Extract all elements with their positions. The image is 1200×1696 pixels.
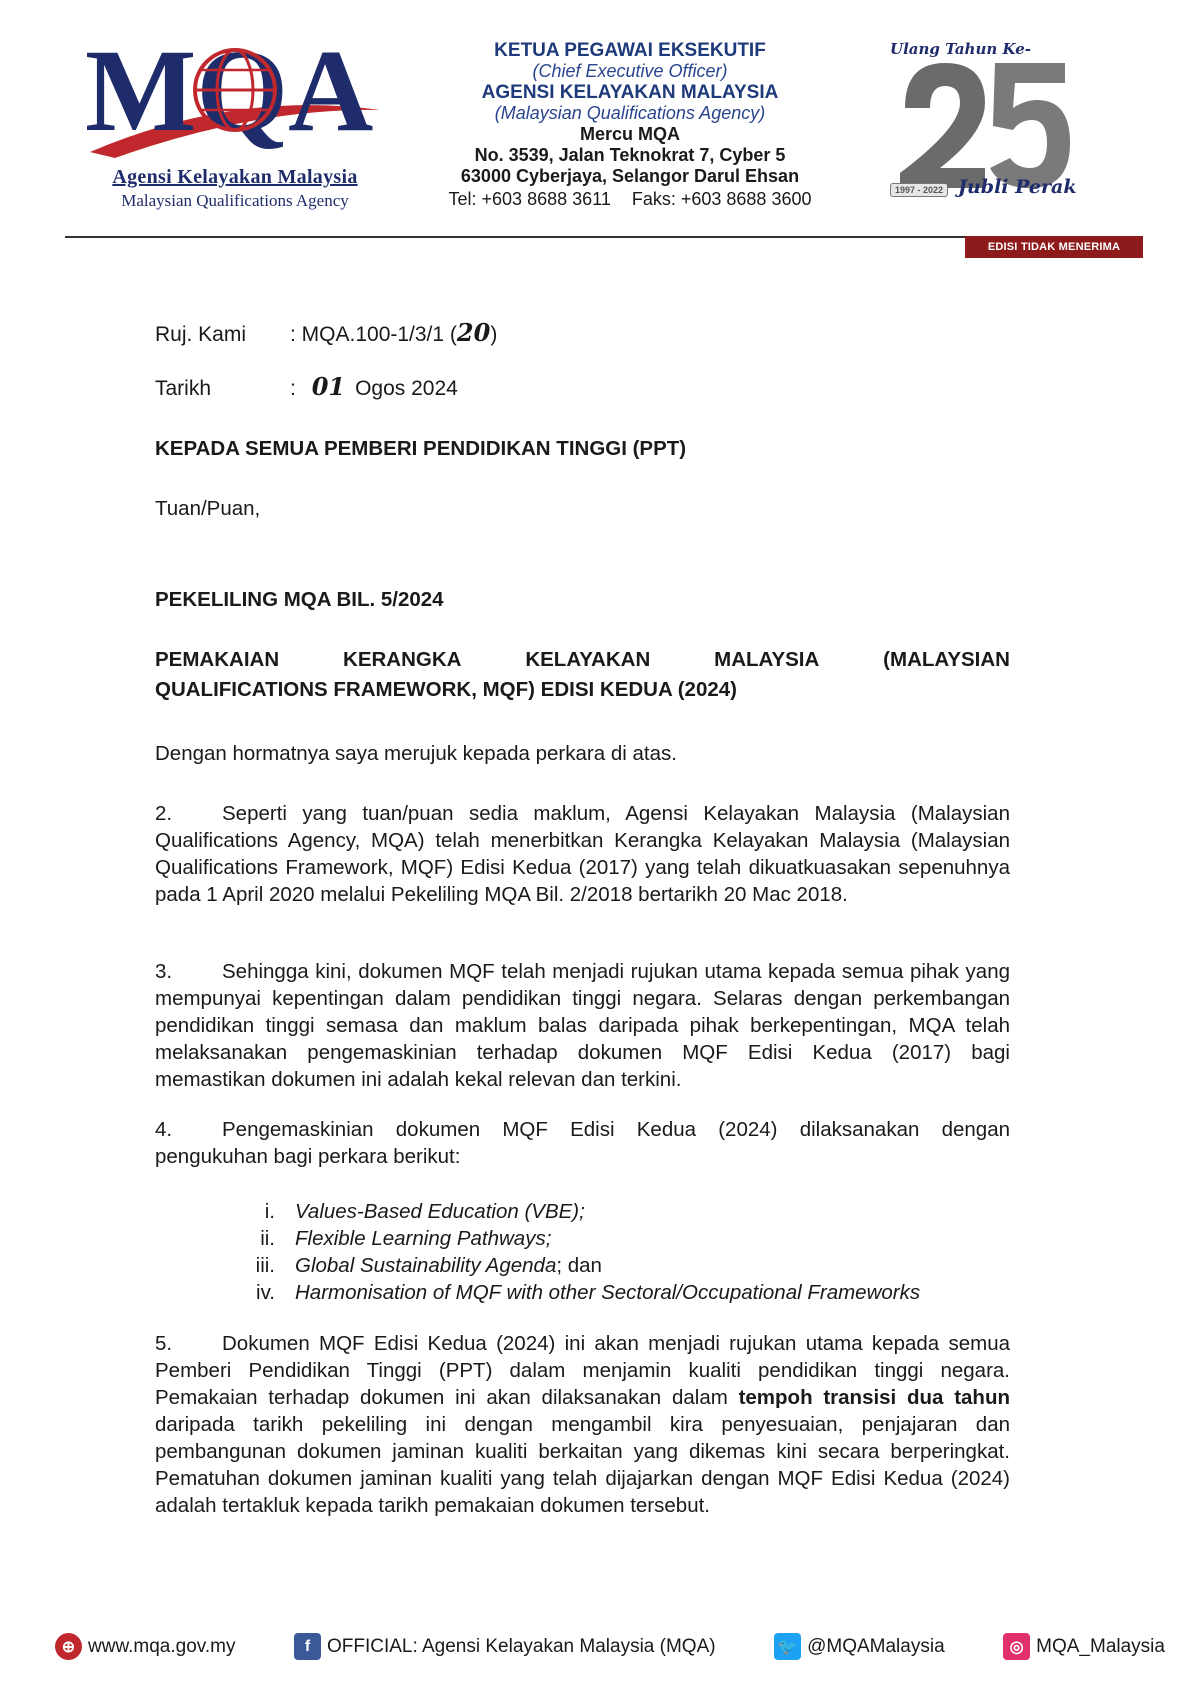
- paragraph-text: Sehingga kini, dokumen MQF telah menjadi rujukan utama kepada semua pihak yang mempunyai kepentingan dalam pendidikan tinggi negara. Selaras dengan perkembangan pendidikan tinggi semasa dan maklum balas daripada pihak berkepentingan, MQA telah melaksanakan pengemaskinian terhadap dokumen MQF Edisi Kedua (2017) bagi memastikan dokumen ini adalah kekal relevan dan terkini.: [155, 960, 1010, 1091]
- footer-facebook[interactable]: [294, 1633, 716, 1660]
- facebook-icon: f: [294, 1633, 321, 1660]
- date-value: Ogos 2024: [355, 377, 458, 400]
- list-item: [230, 1279, 920, 1306]
- list-number: i.: [264, 1200, 275, 1223]
- list-item: [230, 1198, 920, 1225]
- org-name-en: Malaysian Qualifications Agency: [121, 191, 349, 210]
- footer-twitter[interactable]: [774, 1633, 945, 1660]
- paragraph-2: [155, 800, 1010, 908]
- anniversary-jubli: Jubli Perak: [958, 176, 1077, 198]
- subject-word: KELAYAKAN: [525, 648, 651, 671]
- anniversary-caption: Ulang Tahun Ke-: [890, 40, 1031, 58]
- fax: Faks: +603 8688 3600: [631, 189, 812, 209]
- twitter-icon: 🐦: [774, 1633, 801, 1660]
- address-line-1: No. 3539, Jalan Teknokrat 7, Cyber 5: [474, 145, 786, 165]
- paragraph-number: 2.: [155, 802, 173, 825]
- date-handwritten-day: 01: [311, 372, 346, 401]
- paragraph-number: 5.: [155, 1332, 173, 1355]
- intro-paragraph: Dengan hormatnya saya merujuk kepada perkara di atas.: [155, 742, 677, 765]
- paragraph-3: [155, 958, 1010, 1093]
- org-name-ms: Agensi Kelayakan Malaysia: [112, 166, 358, 188]
- circular-number: PEKELILING MQA BIL. 5/2024: [155, 588, 444, 611]
- no-gift-tag: EDISI TIDAK MENERIMA HADIAH: [965, 236, 1143, 258]
- paragraph-text: Seperti yang tuan/puan sedia maklum, Agensi Kelayakan Malaysia (Malaysian Qualifications Agency, MQA) telah menerbitkan Kerangka Kelayakan Malaysia (Malaysian Qualifications Framework, MQF) Edisi Kedua (2017) yang telah dikuatkuasakan sepenuhnya pada 1 April 2020 melalui Pekeliling MQA Bil. 2/2018 bertarikh 20 Mac 2018.: [155, 802, 1010, 906]
- twitter-link[interactable]: @MQAMalaysia: [807, 1635, 945, 1657]
- paragraph-emphasis: tempoh transisi dua tahun: [738, 1386, 1011, 1409]
- list-item: [230, 1225, 920, 1252]
- improvement-list: [230, 1198, 920, 1306]
- paragraph-text: Dokumen MQF Edisi Kedua (2024) ini akan menjadi rujukan utama kepada semua Pemberi Pendidikan Tinggi (PPT) dalam menjamin kualiti pendidikan tinggi negara. Pemakaian terhadap dokumen ini akan dilaksanakan dalam: [155, 1332, 1010, 1409]
- reference-row: [155, 318, 497, 347]
- date-colon: :: [290, 377, 296, 400]
- subject-word: MALAYSIA: [714, 648, 820, 671]
- facebook-link[interactable]: OFFICIAL: Agensi Kelayakan Malaysia (MQA): [326, 1635, 716, 1657]
- reference-label: Ruj. Kami: [155, 323, 247, 346]
- instagram-icon: ◎: [1003, 1633, 1030, 1660]
- office-title: KETUA PEGAWAI EKSEKUTIF: [494, 40, 766, 61]
- website-link[interactable]: www.mqa.gov.my: [88, 1635, 236, 1657]
- paragraph-number: 3.: [155, 960, 173, 983]
- subject-line-2: QUALIFICATIONS FRAMEWORK, MQF) EDISI KEDUA (2024): [155, 678, 737, 701]
- paragraph-5: [155, 1330, 1010, 1519]
- subject-word: (MALAYSIAN: [883, 648, 1010, 671]
- globe-icon: ⊕: [55, 1633, 82, 1660]
- date-row: [155, 372, 458, 401]
- agency-name-en: (Malaysian Qualifications Agency): [494, 103, 766, 123]
- list-text: Flexible Learning Pathways;: [295, 1227, 552, 1250]
- agency-name: AGENSI KELAYAKAN MALAYSIA: [481, 82, 779, 103]
- contact-line: [400, 189, 860, 210]
- recipient: KEPADA SEMUA PEMBERI PENDIDIKAN TINGGI (PPT): [155, 437, 687, 460]
- list-number: iii.: [255, 1254, 275, 1277]
- list-item: [230, 1252, 920, 1279]
- subject-word: KERANGKA: [343, 648, 462, 671]
- salutation: Tuan/Puan,: [155, 497, 261, 520]
- paragraph-4: [155, 1116, 1010, 1170]
- footer-instagram[interactable]: [1003, 1633, 1165, 1660]
- list-text: Values-Based Education (VBE);: [295, 1200, 585, 1223]
- paragraph-number: 4.: [155, 1118, 173, 1141]
- letterhead-address: [400, 40, 860, 210]
- subject-word: PEMAKAIAN: [155, 648, 280, 671]
- mqa-logo-text: MQA: [85, 30, 374, 156]
- mqa-logo: [85, 30, 385, 170]
- list-tail: ; dan: [556, 1254, 602, 1277]
- reference-close: ): [490, 323, 498, 346]
- building-name: Mercu MQA: [579, 124, 680, 144]
- org-name-block: [90, 166, 380, 211]
- footer: [55, 1633, 1165, 1660]
- subject-line-1: [155, 645, 1010, 675]
- reference-handwritten: 20: [456, 318, 491, 347]
- address-line-2: 63000 Cyberjaya, Selangor Darul Ehsan: [460, 166, 800, 186]
- paragraph-text: daripada tarikh pekeliling ini dengan mengambil kira penyesuaian, penjajaran dan pembangunan dokumen jaminan kualiti berkaitan yang dikemas kini secara berperingkat. Pematuhan dokumen jaminan kualiti yang telah dijajarkan dengan MQF Edisi Kedua (2024) adalah tertakluk kepada tarikh pemakaian dokumen tersebut.: [155, 1413, 1010, 1517]
- date-label: Tarikh: [155, 377, 212, 400]
- list-number: iv.: [256, 1281, 275, 1304]
- reference-value: : MQA.100-1/3/1 (: [290, 323, 457, 346]
- instagram-link[interactable]: MQA_Malaysia: [1036, 1635, 1165, 1657]
- office-title-en: (Chief Executive Officer): [532, 61, 728, 81]
- list-text: Harmonisation of MQF with other Sectoral/Occupational Frameworks: [295, 1281, 921, 1304]
- footer-website[interactable]: [55, 1633, 235, 1660]
- letter-subject: [155, 645, 1010, 705]
- paragraph-text: Pengemaskinian dokumen MQF Edisi Kedua (2024) dilaksanakan dengan pengukuhan bagi perkara berikut:: [155, 1118, 1010, 1168]
- anniversary-years: 1997 - 2022: [890, 183, 948, 197]
- telephone: Tel: +603 8688 3611: [448, 189, 611, 209]
- list-text: Global Sustainability Agenda: [295, 1254, 557, 1277]
- list-number: ii.: [260, 1227, 275, 1250]
